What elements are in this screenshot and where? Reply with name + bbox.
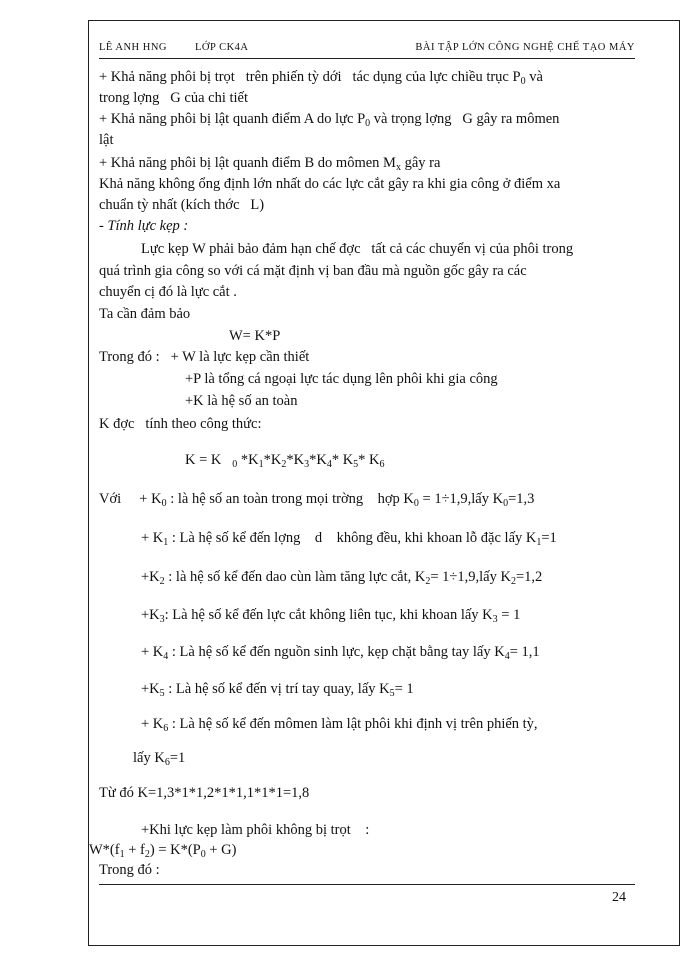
text-line: $+K_3$: Là hệ số kể đến lực cắt không liên tục, khi khoan lấy $K_3 = 1$ (141, 607, 521, 625)
text-line: Ta cần đảm bảo (99, 306, 191, 322)
text-line: + Khả năng phôi bị lật quanh điểm A do lực $P_0$ và trọng lợng G gây ra mômen (99, 111, 560, 129)
footer-rule (99, 884, 635, 885)
text-line: + $K_4$ : Là hệ số kể đến nguồn sinh lực, kẹp chặt bằng tay lấy $K_4= 1,1$ (141, 644, 540, 662)
text-line: trong lợng G của chi tiết (99, 90, 249, 106)
text-line: + $K_1$ : Là hệ số kể đến lợng d không đều, khi khoan lỗ đặc lấy $K_1=1$ (141, 530, 557, 548)
text-line: lấy $K_6=1$ (133, 750, 186, 768)
text-line: Lực kẹp W phải bảo đảm hạn chế đợc tất cả các chuyển vị của phôi trong (141, 241, 574, 257)
header-rule (99, 58, 635, 59)
text-line: +P là tổng cá ngoại lực tác dụng lên phôi khi gia công (185, 371, 498, 387)
header-author: LÊ ANH HNG (99, 42, 167, 53)
text-line: K đợc tính theo công thức: (99, 416, 262, 432)
header-title: BÀI TẬP LỚN CÔNG NGHỆ CHẾ TẠO MÁY (415, 42, 635, 53)
text-line: Trong đó : + W là lực kẹp cần thiết (99, 349, 310, 365)
text-line: + $K_6$ : Là hệ số kể đến mômen làm lật phôi khi định vị trên phiến tỳ, (141, 716, 538, 734)
page-number: 24 (612, 890, 626, 905)
text-line: $+K_2$ : là hệ số kể đến dao cùn làm tăng lực cắt, $K_2=$ 1÷1,9,lấy $K_2=1,2$ (141, 569, 543, 587)
text-line: $W*(f_1 + f_2) = K*(P_0 + G)$ (89, 842, 237, 860)
text-line: lật (99, 132, 114, 148)
header-class: LỚP CK4A (195, 42, 249, 53)
text-line: +K là hệ số an toàn (185, 393, 298, 409)
text-line: quá trình gia công so với cá mặt định vị ban đầu mà nguồn gốc gây ra các (99, 263, 527, 279)
text-line: Từ đó K=1,3*1*1,2*1*1,1*1*1=1,8 (99, 785, 310, 801)
text-line: +Khi lực kẹp làm phôi không bị trọt : (141, 822, 370, 838)
text-line: + Khả năng phôi bị lật quanh điểm B do mômen $M_x$ gây ra (99, 155, 441, 173)
page-header (99, 40, 635, 60)
text-line: W= K*P (229, 328, 281, 344)
text-line: chuyển cị đó là lực cắt . (99, 284, 237, 300)
text-line: + Khả năng phôi bị trọt trên phiến tỳ dới tác dụng của lực chiều trục $P_0$ và (99, 69, 543, 87)
text-line: Trong đó : (99, 862, 160, 878)
text-line: - Tính lực kẹp : (99, 218, 189, 234)
text-line: $+K_5$ : Là hệ số kể đến vị trí tay quay, lấy $K_5= 1$ (141, 681, 414, 699)
text-line: Khả năng không ổng định lớn nhất do các lực cắt gây ra khi gia công ở điểm xa (99, 176, 561, 192)
text-line: Với + $K_0$ : là hệ số an toàn trong mọi trờng hợp $K_0$ = 1÷1,9,lấy $K_0=1,3$ (99, 491, 535, 509)
text-line: K = K $_0$ $*K_1*K_2*K_3*K_4*$ $K_5*$ $K_6$ (185, 452, 385, 470)
text-line: chuẩn tỳ nhất (kích thớc L) (99, 197, 265, 213)
